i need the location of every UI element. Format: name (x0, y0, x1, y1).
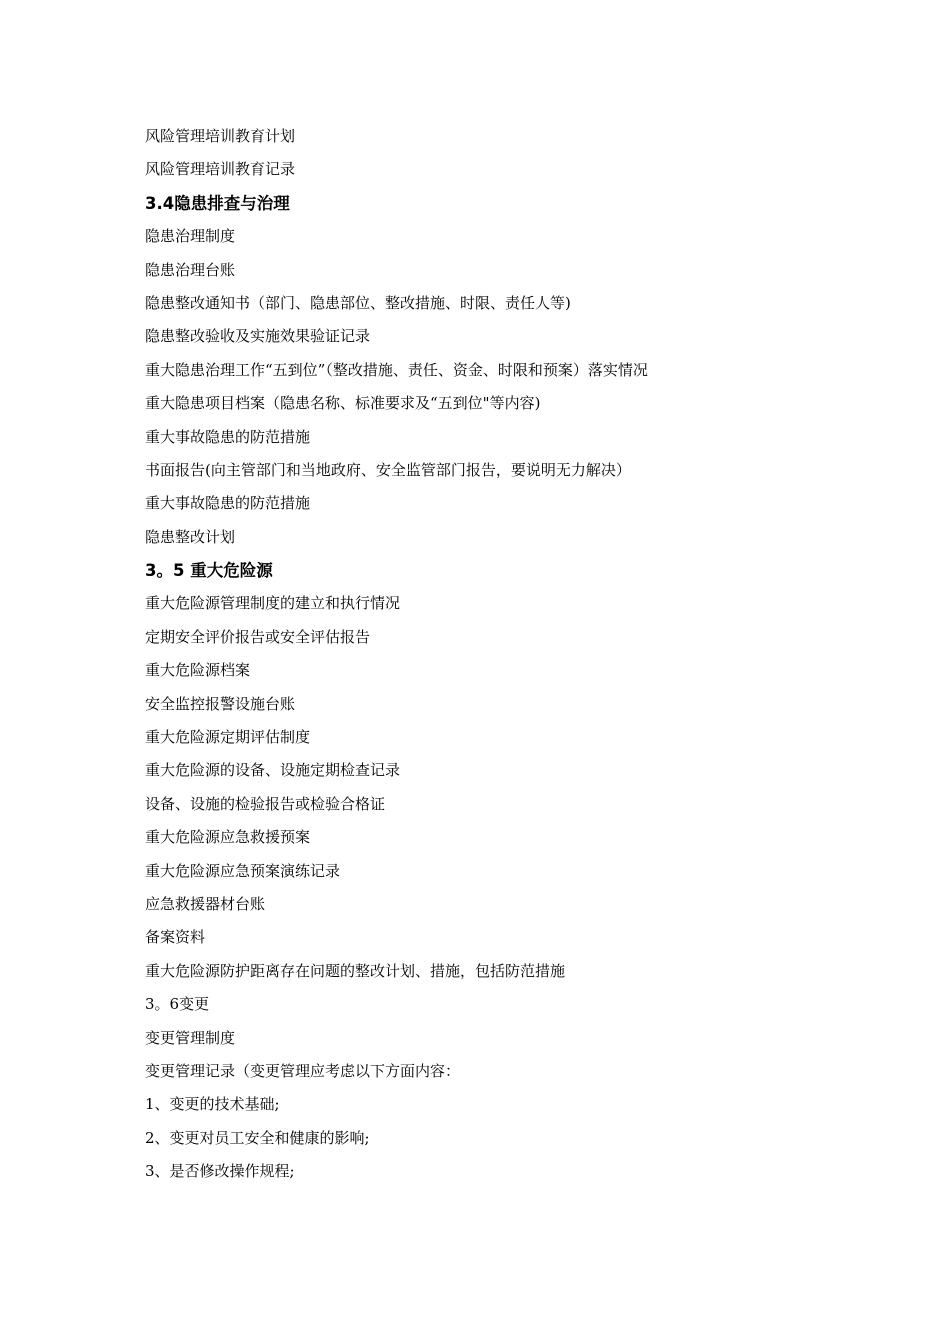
list-item: 重大危险源应急预案演练记录 (145, 861, 341, 880)
list-item: 重大隐患治理工作“五到位”（整改措施、责任、资金、时限和预案）落实情况 (145, 360, 648, 379)
section-heading: 3.4隐患排查与治理 (145, 193, 290, 213)
list-item: 隐患整改验收及实施效果验证记录 (145, 327, 371, 346)
list-item: 重大隐患项目档案（隐患名称、标准要求及“五到位"等内容) (145, 394, 541, 413)
list-item: 隐患治理台账 (145, 260, 236, 279)
list-item: 重大危险源管理制度的建立和执行情况 (145, 594, 401, 613)
list-item: 重大危险源档案 (145, 661, 251, 680)
list-item: 备案资料 (145, 928, 206, 947)
document-body (145, 120, 865, 1189)
list-item: 风险管理培训教育计划 (145, 127, 296, 145)
list-item: 风险管理培训教育记录 (145, 160, 296, 179)
list-item: 安全监控报警设施台账 (145, 694, 296, 713)
list-item: 设备、设施的检验报告或检验合格证 (145, 794, 386, 813)
section-heading: 3。5 重大危险源 (145, 561, 273, 581)
list-item: 3、是否修改操作规程; (145, 1162, 295, 1181)
list-item: 隐患整改通知书（部门、隐患部位、整改措施、时限、责任人等) (145, 293, 571, 312)
list-item: 书面报告(向主管部门和当地政府、安全监管部门报告，要说明无力解决） (145, 460, 631, 479)
list-item: 1、变更的技术基础; (145, 1095, 280, 1114)
list-item: 变更管理制度 (145, 1028, 236, 1047)
list-item: 隐患整改计划 (145, 527, 236, 546)
list-item: 重大危险源定期评估制度 (145, 728, 311, 747)
list-item: 重大危险源防护距离存在问题的整改计划、措施，包括防范措施 (145, 961, 566, 980)
list-item: 隐患治理制度 (145, 227, 236, 246)
list-item: 重大事故隐患的防范措施 (145, 427, 311, 446)
list-item: 应急救援器材台账 (145, 894, 266, 913)
list-item: 重大危险源应急救援预案 (145, 828, 311, 847)
list-item: 2、变更对员工安全和健康的影响; (145, 1128, 370, 1147)
list-item: 重大事故隐患的防范措施 (145, 494, 311, 513)
list-item: 定期安全评价报告或安全评估报告 (145, 627, 371, 646)
list-item: 变更管理记录（变更管理应考虑以下方面内容： (145, 1061, 461, 1080)
list-item: 3。6变更 (145, 995, 210, 1014)
list-item: 重大危险源的设备、设施定期检查记录 (145, 761, 401, 780)
